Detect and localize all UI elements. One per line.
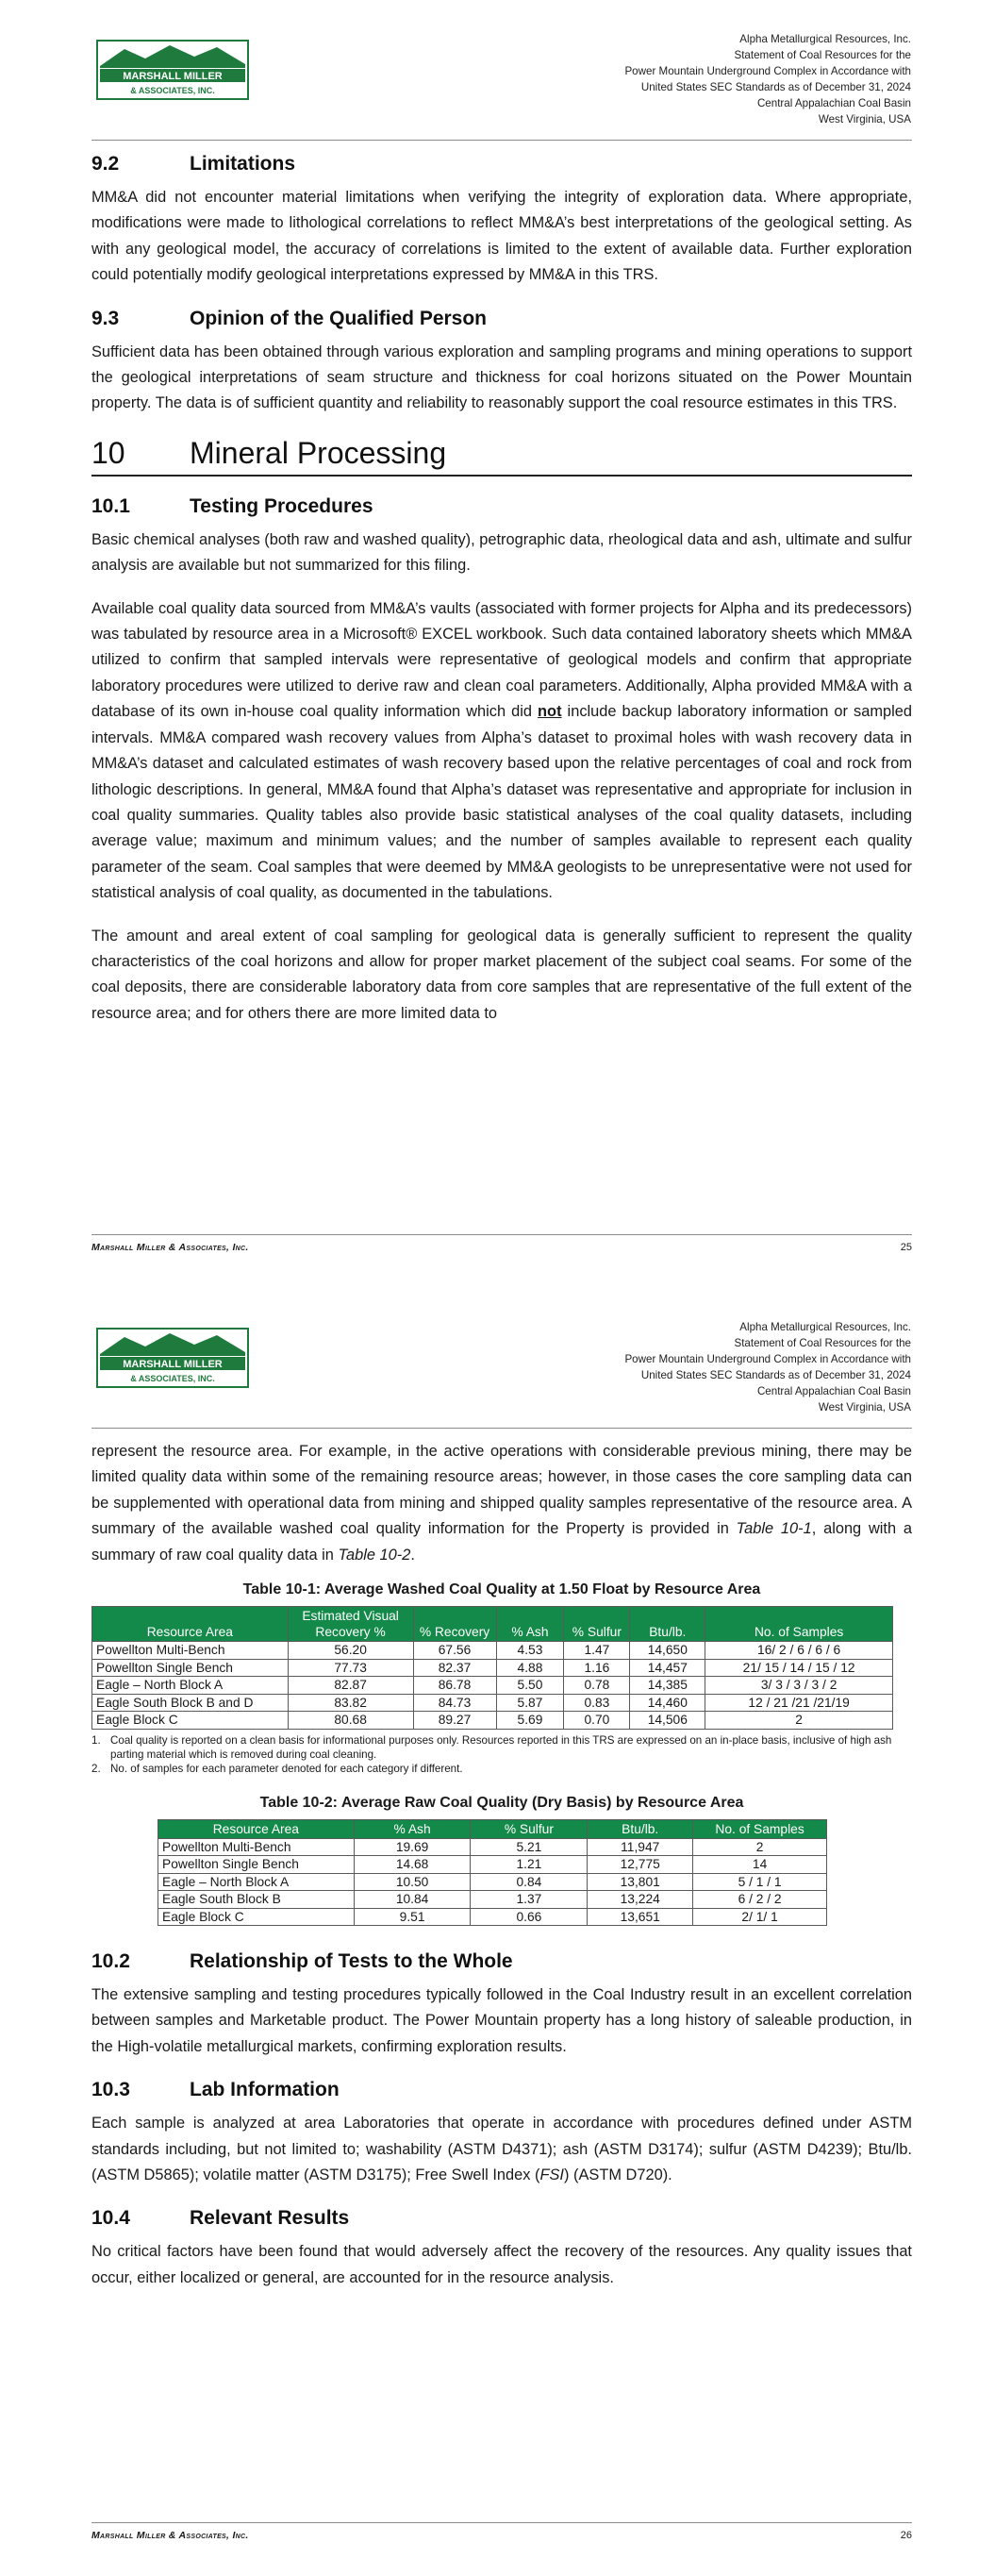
footer-company: Marshall Miller & Associates, Inc.: [91, 1242, 249, 1253]
section-title: Opinion of the Qualified Person: [190, 307, 488, 329]
table-row: [92, 1694, 893, 1712]
section-number: 9.3: [91, 307, 120, 329]
column-header: Resource Area: [92, 1607, 289, 1642]
table-cell: 16/ 2 / 6 / 6 / 6: [705, 1642, 893, 1660]
header-line: Statement of Coal Resources for the: [734, 49, 911, 61]
table-cell: 10.84: [354, 1891, 471, 1909]
table-cell: 86.78: [413, 1677, 496, 1695]
header-line: Central Appalachian Coal Basin: [756, 1385, 911, 1397]
column-header: % Ash: [354, 1819, 471, 1838]
table-cell: 10.50: [354, 1873, 471, 1891]
table-cell: 83.82: [288, 1694, 413, 1712]
table-cell: 21/ 15 / 14 / 15 / 12: [705, 1659, 893, 1677]
table-cell: 0.83: [564, 1694, 630, 1712]
section-heading: [91, 495, 912, 518]
note-number: 2.: [91, 1762, 101, 1775]
section-heading: [91, 308, 912, 330]
text-run: include backup laboratory information or sampled intervals. MM&A compared wash recovery values from Alpha’s dataset to proximal holes with wash recovery data in MM&A’s dataset and calculated estimates of wash recovery based upon the relative percentages of coal and rock from lithologic descriptions. In general, MM&A found that Alpha’s dataset was representative and appropriate for inclusion in coal quality summaries. Quality tables also provide basic statistical analyses of the coal quality datasets, including average value; maximum and minimum values; and the number of samples available to represent each quality parameter of the seam. Coal samples that were deemed by MM&A geologists to be unrepresentative were not used for statistical analysis of coal quality, as documented in the tabulations.: [91, 703, 912, 902]
fsi-term: FSI: [539, 2166, 564, 2184]
washed-quality-table: [91, 1606, 893, 1730]
table-cell: 14: [693, 1856, 827, 1874]
table-notes: [91, 1733, 912, 1776]
header-line: Power Mountain Underground Complex in Accordance with: [624, 1353, 911, 1365]
header-line: West Virginia, USA: [818, 113, 911, 125]
header-line: Alpha Metallurgical Resources, Inc.: [739, 1321, 911, 1333]
svg-text:MARSHALL MILLER: MARSHALL MILLER: [123, 1359, 223, 1370]
table-note: [91, 1762, 912, 1776]
svg-text:& ASSOCIATES, INC.: & ASSOCIATES, INC.: [130, 1374, 215, 1383]
header-line: Alpha Metallurgical Resources, Inc.: [739, 33, 911, 45]
header-divider: [91, 1428, 912, 1429]
table-cell: 2: [693, 1838, 827, 1856]
text-run: .: [410, 1546, 415, 1564]
table-row: [158, 1873, 827, 1891]
table-cell: 0.78: [564, 1677, 630, 1695]
table-cell: 6 / 2 / 2: [693, 1891, 827, 1909]
table-row: [158, 1908, 827, 1926]
table-cell: 0.70: [564, 1712, 630, 1730]
table-cell: 82.37: [413, 1659, 496, 1677]
column-header: Btu/lb.: [630, 1607, 705, 1642]
table-row: [92, 1642, 893, 1660]
section-number: 10.2: [91, 1950, 130, 1973]
page-number: 26: [900, 2530, 912, 2541]
section-heading: [91, 2079, 912, 2101]
table-cell: 14,506: [630, 1712, 705, 1730]
chapter-heading: [91, 436, 912, 477]
table-note: [91, 1733, 912, 1762]
table-cell: 11,947: [588, 1838, 693, 1856]
footer-company: Marshall Miller & Associates, Inc.: [91, 2530, 249, 2541]
header-line: Power Mountain Underground Complex in Accordance with: [624, 65, 911, 77]
column-header: % Sulfur: [564, 1607, 630, 1642]
header-line: United States SEC Standards as of December 31, 2024: [640, 81, 911, 93]
resource-area-cell: Eagle South Block B and D: [92, 1694, 289, 1712]
resource-area-cell: Powellton Multi-Bench: [158, 1838, 355, 1856]
column-header: % Sulfur: [471, 1819, 588, 1838]
section-title: Testing Procedures: [190, 494, 373, 517]
section-title: Relevant Results: [190, 2207, 350, 2230]
section-number: 9.2: [91, 153, 120, 175]
resource-area-cell: Eagle – North Block A: [158, 1873, 355, 1891]
resource-area-cell: Eagle – North Block A: [92, 1677, 289, 1695]
table-cell: 14,650: [630, 1642, 705, 1660]
page-number: 25: [900, 1242, 912, 1253]
table-cell: 4.53: [496, 1642, 564, 1660]
table-cell: 80.68: [288, 1712, 413, 1730]
company-logo: [96, 40, 249, 100]
table-cell: 14.68: [354, 1856, 471, 1874]
note-number: 1.: [91, 1733, 101, 1747]
page-body: [91, 153, 912, 1027]
table-title: Table 10-2: Average Raw Coal Quality (Dry Basis) by Resource Area: [259, 1794, 744, 1811]
footer-divider: [91, 2522, 912, 2523]
raw-quality-table: [158, 1819, 827, 1927]
emphasis-not: not: [538, 703, 562, 721]
text-run: , along with a summary of raw coal quality data in: [91, 1520, 912, 1564]
resource-area-cell: Powellton Multi-Bench: [92, 1642, 289, 1660]
page-header: [439, 1319, 911, 1415]
table-cell: 5 / 1 / 1: [693, 1873, 827, 1891]
table-title: Table 10-1: Average Washed Coal Quality at 1.50 Float by Resource Area: [242, 1581, 761, 1598]
page-header: [439, 31, 911, 127]
table-cell: 1.37: [471, 1891, 588, 1909]
table-cell: 77.73: [288, 1659, 413, 1677]
section-title: Lab Information: [190, 2079, 340, 2101]
column-header: Estimated Visual Recovery %: [288, 1607, 413, 1642]
chapter-number: 10: [91, 435, 125, 470]
column-header: No. of Samples: [705, 1607, 893, 1642]
table-cell: 9.51: [354, 1908, 471, 1926]
table-cell: 1.47: [564, 1642, 630, 1660]
section-title: Limitations: [190, 153, 296, 175]
table-cell: 5.87: [496, 1694, 564, 1712]
resource-area-cell: Powellton Single Bench: [158, 1856, 355, 1874]
svg-text:MARSHALL MILLER: MARSHALL MILLER: [123, 71, 223, 82]
table-cell: 2/ 1/ 1: [693, 1908, 827, 1926]
table-cell: 5.50: [496, 1677, 564, 1695]
table-cell: 13,801: [588, 1873, 693, 1891]
text-run: Available coal quality data sourced from MM&A’s vaults (associated with former projects for Alpha and its predecessors) was tabulated by resource area in a Microsoft® EXCEL workbook. Such data contained laboratory sheets which MM&A utilized to confirm that sampled intervals were representative of geological models and confirm that appropriate laboratory procedures were utilized to derive raw and clean coal parameters. Additionally, Alpha provided MM&A with a database of its own in-house coal quality information which did: [91, 599, 912, 721]
header-line: West Virginia, USA: [818, 1401, 911, 1413]
table-cell: 5.69: [496, 1712, 564, 1730]
section-heading: [91, 2207, 912, 2230]
table-cell: 82.87: [288, 1677, 413, 1695]
resource-area-cell: Powellton Single Bench: [92, 1659, 289, 1677]
resource-area-cell: Eagle Block C: [92, 1712, 289, 1730]
paragraph: MM&A did not encounter material limitations when verifying the integrity of exploration data. Where appropriate, modifications were made to lithological correlations to reflect MM&A’s best interpretations of the geological setting. As with any geological model, the accuracy of correlations is limited to the extent of available data. Further exploration could potentially modify geological interpretations expressed by MM&A in this TRS.: [91, 189, 912, 284]
paragraph: [91, 2111, 912, 2188]
table-cell: 12,775: [588, 1856, 693, 1874]
svg-text:& ASSOCIATES, INC.: & ASSOCIATES, INC.: [130, 86, 215, 95]
paragraph: No critical factors have been found that would adversely affect the recovery of the resources. Any quality issues that occur, either localized or general, are accounted for in the resource analysis.: [91, 2243, 912, 2286]
paragraph: Sufficient data has been obtained through various exploration and sampling programs and mining operations to support the geological interpretations of seam structure and thickness for coal horizons situated on the Power Mountain property. The data is of sufficient quantity and reliability to reasonably support the coal resource estimates in this TRS.: [91, 343, 912, 412]
paragraph: [91, 596, 912, 907]
table-cell: 5.21: [471, 1838, 588, 1856]
table-cell: 0.66: [471, 1908, 588, 1926]
section-heading: [91, 153, 912, 176]
table-cell: 67.56: [413, 1642, 496, 1660]
paragraph: The extensive sampling and testing procedures typically followed in the Coal Industry result in an excellent correlation between samples and Marketable product. The Power Mountain property has a long history of saleable production, in the High-volatile metallurgical markets, confirming exploration results.: [91, 1986, 912, 2055]
table-row: [158, 1891, 827, 1909]
column-header: Resource Area: [158, 1819, 355, 1838]
text-run: Each sample is analyzed at area Laboratories that operate in accordance with procedures defined under ASTM standards including, but not limited to; washability (ASTM D4371); ash (ASTM D3174); sulfur (ASTM D4239); Btu/lb. (ASTM D5865); volatile matter (ASTM D3175); Free Swell Index (: [91, 2115, 912, 2184]
table-cell: 1.21: [471, 1856, 588, 1874]
note-text: Coal quality is reported on a clean basis for informational purposes only. Resources reported in this TRS are expressed on an in-place basis, inclusive of high ash parting material which is removed during coal cleaning.: [110, 1733, 892, 1761]
text-run: ) (ASTM D720).: [563, 2166, 672, 2184]
resource-area-cell: Eagle Block C: [158, 1908, 355, 1926]
section-number: 10.1: [91, 494, 130, 517]
paragraph: The amount and areal extent of coal sampling for geological data is generally sufficient to represent the quality characteristics of the coal horizons and allow for proper market placement of the subject coal seams. For some of the coal deposits, there are considerable laboratory data from core samples that are representative of the full extent of the resource area; and for others there are more limited data to: [91, 927, 912, 1022]
company-logo: [96, 1328, 249, 1388]
page-26: [0, 1288, 995, 2576]
note-text: No. of samples for each parameter denoted for each category if different.: [110, 1762, 463, 1775]
paragraph: [91, 1439, 912, 1568]
table-row: [158, 1856, 827, 1874]
table-cell: 14,457: [630, 1659, 705, 1677]
text-run: represent the resource area. For example, in the active operations with considerable previous mining, there may be limited quality data within some of the remaining resource areas; however, in those cases the core sampling data can be supplemented with operational data from mining and shipped quality samples representative of the resource area. A summary of the available washed coal quality information for the Property is provided in: [91, 1443, 912, 1538]
table-cell: 14,385: [630, 1677, 705, 1695]
chapter-title: Mineral Processing: [190, 435, 447, 470]
table-row: [92, 1712, 893, 1730]
column-header: Btu/lb.: [588, 1819, 693, 1838]
table-row: [92, 1677, 893, 1695]
column-header: % Recovery: [413, 1607, 496, 1642]
section-title: Relationship of Tests to the Whole: [190, 1950, 513, 1973]
table-cell: 84.73: [413, 1694, 496, 1712]
table-reference: Table 10-1: [736, 1520, 812, 1538]
resource-area-cell: Eagle South Block B: [158, 1891, 355, 1909]
paragraph: Basic chemical analyses (both raw and washed quality), petrographic data, rheological data and ash, ultimate and sulfur analysis are available but not summarized for this filing.: [91, 530, 912, 575]
table-cell: 12 / 21 /21 /21/19: [705, 1694, 893, 1712]
table-cell: 3/ 3 / 3 / 3 / 2: [705, 1677, 893, 1695]
table-row: [158, 1838, 827, 1856]
header-line: United States SEC Standards as of December 31, 2024: [640, 1369, 911, 1381]
table-cell: 13,224: [588, 1891, 693, 1909]
table-cell: 1.16: [564, 1659, 630, 1677]
header-divider: [91, 140, 912, 141]
page-body: [91, 1439, 912, 2291]
table-cell: 0.84: [471, 1873, 588, 1891]
table-row: [92, 1659, 893, 1677]
table-cell: 2: [705, 1712, 893, 1730]
footer-divider: [91, 1234, 912, 1235]
table-cell: 14,460: [630, 1694, 705, 1712]
column-header: No. of Samples: [693, 1819, 827, 1838]
section-number: 10.4: [91, 2207, 130, 2230]
table-cell: 4.88: [496, 1659, 564, 1677]
table-cell: 56.20: [288, 1642, 413, 1660]
table-reference: Table 10-2: [338, 1546, 411, 1564]
section-number: 10.3: [91, 2079, 130, 2101]
table-cell: 13,651: [588, 1908, 693, 1926]
section-heading: [91, 1950, 912, 1973]
column-header: % Ash: [496, 1607, 564, 1642]
header-line: Statement of Coal Resources for the: [734, 1337, 911, 1349]
table-cell: 19.69: [354, 1838, 471, 1856]
table-cell: 89.27: [413, 1712, 496, 1730]
header-line: Central Appalachian Coal Basin: [756, 97, 911, 109]
